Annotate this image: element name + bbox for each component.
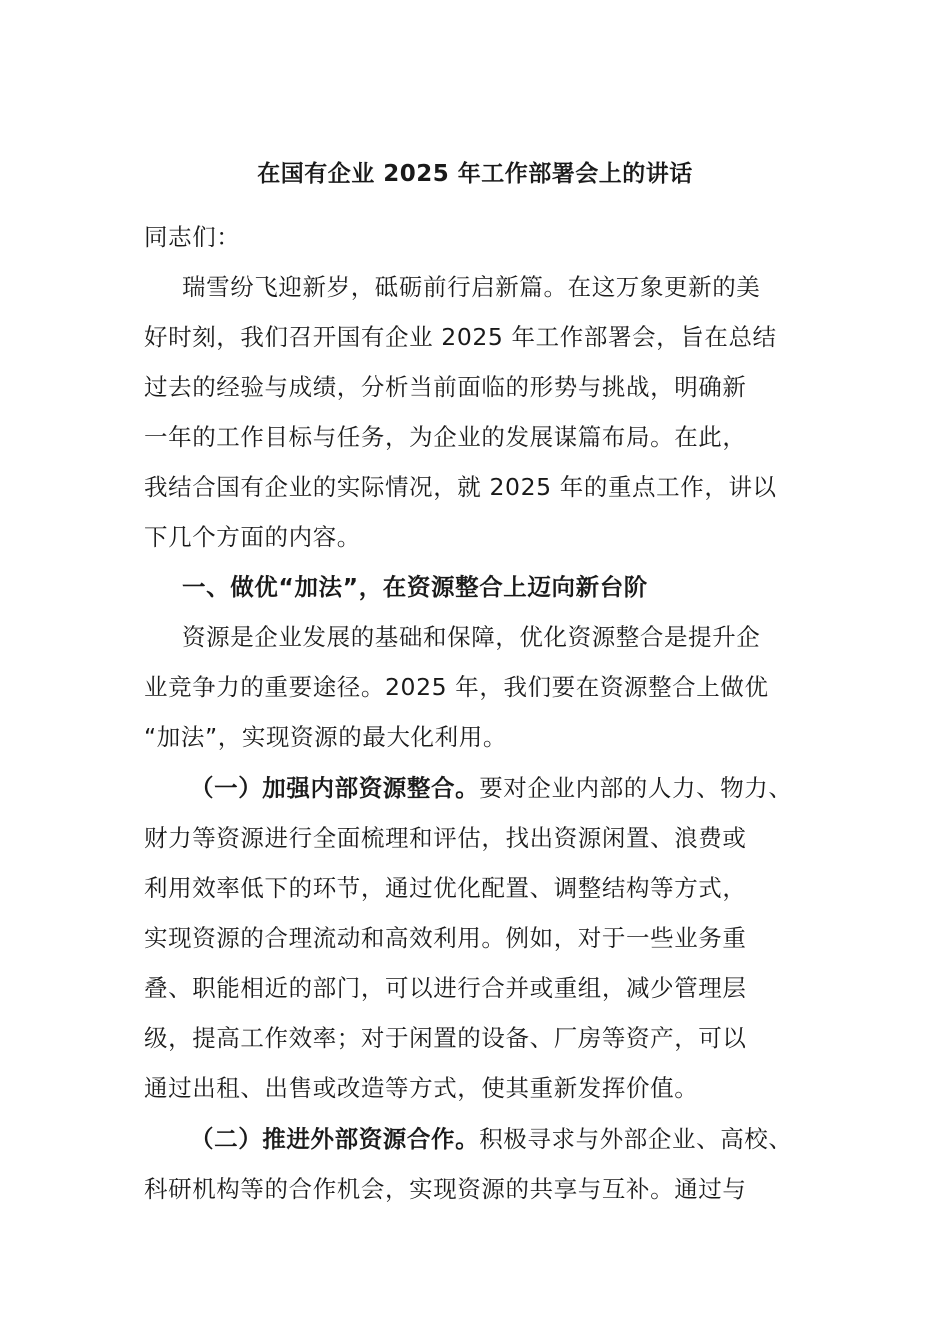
paragraph-line: 科研机构等的合作机会，实现资源的共享与互补。通过与 (144, 1175, 747, 1203)
paragraph-line: 下几个方面的内容。 (144, 523, 361, 551)
subsection-heading: （一）加强内部资源整合。 (190, 774, 480, 802)
paragraph-line: 瑞雪纷飞迎新岁，砥砺前行启新篇。在这万象更新的美 (182, 273, 761, 301)
paragraph-line: 财力等资源进行全面梳理和评估，找出资源闲置、浪费或 (144, 824, 747, 852)
subsection-line (190, 1121, 793, 1157)
subsection-text: 要对企业内部的人力、物力、 (479, 774, 793, 802)
paragraph-line: 业竞争力的重要途径。2025 年，我们要在资源整合上做优 (144, 673, 769, 701)
paragraph-line: 利用效率低下的环节，通过优化配置、调整结构等方式， (144, 874, 747, 902)
paragraph-line: 好时刻，我们召开国有企业 2025 年工作部署会，旨在总结 (144, 323, 777, 351)
paragraph-line: 通过出租、出售或改造等方式，使其重新发挥价值。 (144, 1074, 699, 1102)
document-title: 在国有企业 2025 年工作部署会上的讲话 (257, 161, 693, 187)
paragraph-line: “加法”，实现资源的最大化利用。 (144, 723, 507, 751)
subsection-line (190, 770, 793, 806)
section-heading: 一、做优“加法”，在资源整合上迈向新台阶 (182, 573, 648, 601)
subsection-text: 积极寻求与外部企业、高校、 (479, 1125, 793, 1153)
paragraph-line: 叠、职能相近的部门，可以进行合并或重组，减少管理层 (144, 974, 747, 1002)
paragraph-line: 我结合国有企业的实际情况，就 2025 年的重点工作，讲以 (144, 473, 777, 501)
paragraph-line: 一年的工作目标与任务，为企业的发展谋篇布局。在此， (144, 423, 747, 451)
paragraph-line: 级，提高工作效率；对于闲置的设备、厂房等资产，可以 (144, 1024, 747, 1052)
paragraph-line: 实现资源的合理流动和高效利用。例如，对于一些业务重 (144, 924, 747, 952)
paragraph-line: 过去的经验与成绩，分析当前面临的形势与挑战，明确新 (144, 373, 747, 401)
subsection-heading: （二）推进外部资源合作。 (190, 1125, 480, 1153)
salutation: 同志们： (144, 223, 241, 251)
paragraph-line: 资源是企业发展的基础和保障，优化资源整合是提升企 (182, 623, 761, 651)
